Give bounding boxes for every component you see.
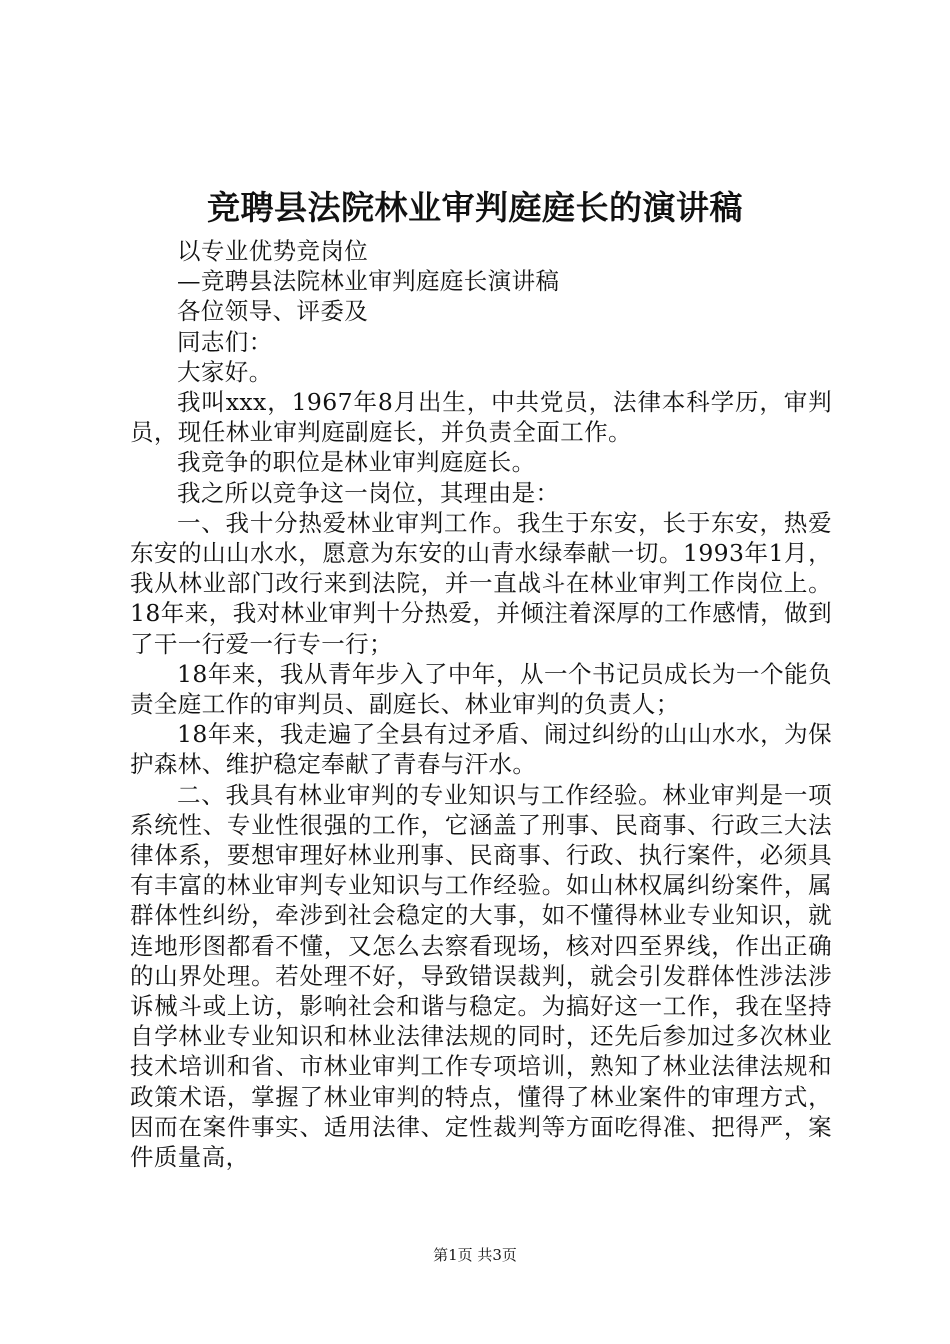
- document-body: [130, 236, 832, 1172]
- paragraph: —竞聘县法院林业审判庭庭长演讲稿: [177, 267, 560, 296]
- document-title: 竞聘县法院林业审判庭庭长的演讲稿: [207, 188, 743, 227]
- paragraph: 我竞争的职位是林业审判庭庭长。: [177, 448, 536, 477]
- paragraph: 大家好。: [177, 357, 273, 386]
- paragraph: 各位领导、评委及: [177, 297, 369, 326]
- paragraph: 18年来，我走遍了全县有过矛盾、闹过纠纷的山山水水，为保护森林、维护稳定奉献了青春与汗水。: [130, 720, 832, 779]
- paragraph: 二、我具有林业审判的专业知识与工作经验。林业审判是一项系统性、专业性很强的工作，它涵盖了刑事、民商事、行政三大法律体系，要想审理好林业刑事、民商事、行政、执行案件，必须具有丰富的林业审判专业知识与工作经验。如山林权属纠纷案件，属群体性纠纷，牵涉到社会稳定的大事，如不懂得林业专业知识，就连地形图都看不懂，又怎么去察看现场，核对四至界线，作出正确的山界处理。若处理不好，导致错误裁判，就会引发群体性涉法涉诉械斗或上访，影响社会和谐与稳定。为搞好这一工作，我在坚持自学林业专业知识和林业法律法规的同时，还先后参加过多次林业技术培训和省、市林业审判工作专项培训，熟知了林业法律法规和政策术语，掌握了林业审判的特点，懂得了林业案件的审理方式，因而在案件事实、适用法律、定性裁判等方面吃得准、把得严，案件质量高，: [130, 780, 832, 1172]
- paragraph: 以专业优势竞岗位: [177, 237, 369, 265]
- paragraph: 我之所以竞争这一岗位，其理由是：: [177, 478, 560, 507]
- paragraph: 同志们：: [177, 327, 273, 356]
- paragraph: 18年来，我从青年步入了中年，从一个书记员成长为一个能负责全庭工作的审判员、副庭长、林业审判的负责人；: [130, 659, 832, 719]
- page-footer: 第1页 共3页: [433, 1246, 517, 1264]
- paragraph: 一、我十分热爱林业审判工作。我生于东安，长于东安，热爱东安的山山水水，愿意为东安的山青水绿奉献一切。1993年1月，我从林业部门改行来到法院，并一直战斗在林业审判工作岗位上。18年来，我对林业审判十分热爱，并倾注着深厚的工作感情，做到了干一行爱一行专一行；: [130, 508, 832, 658]
- paragraph: 我叫xxx，1967年8月出生，中共党员，法律本科学历，审判员，现任林业审判庭副庭长，并负责全面工作。: [130, 388, 832, 447]
